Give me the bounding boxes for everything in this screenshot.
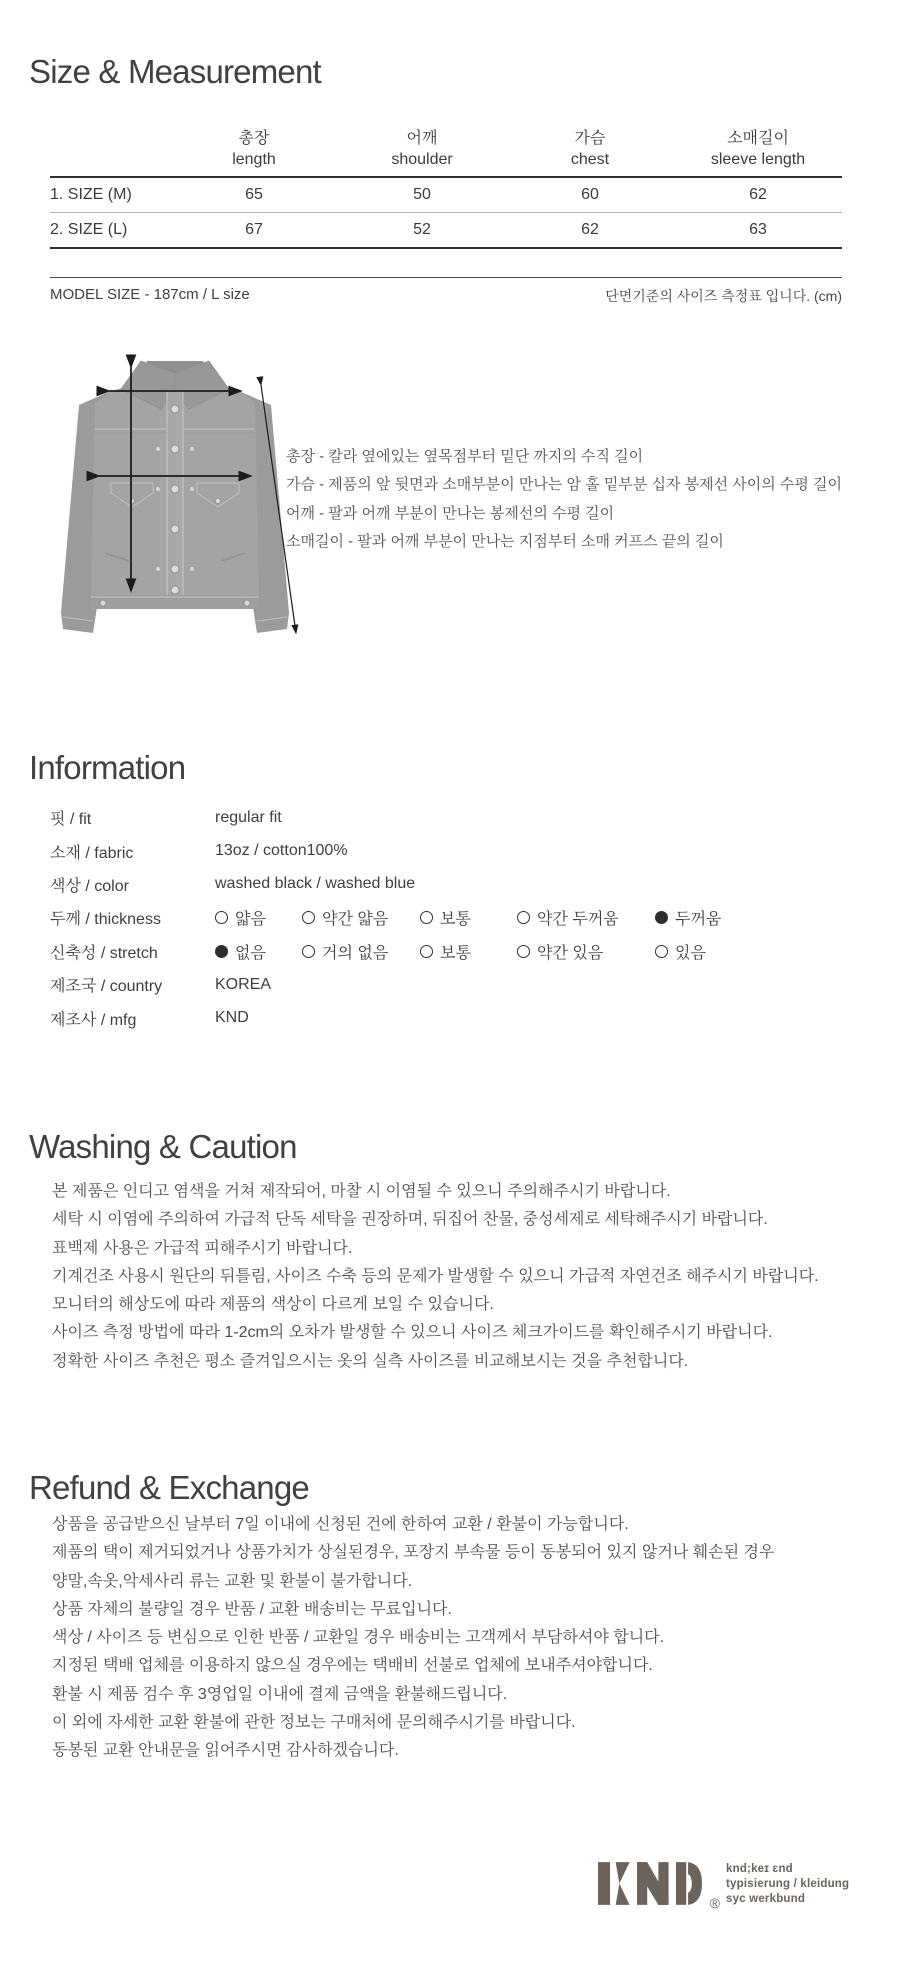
jacket-measurement-diagram	[55, 345, 305, 645]
stretch-option: 거의 없음	[302, 935, 388, 968]
radio-icon	[655, 945, 668, 958]
size-measurement-title: Size & Measurement	[29, 53, 321, 91]
size-value: 65	[245, 186, 263, 203]
washing-line: 정확한 사이즈 추천은 평소 즐겨입으시는 옷의 실측 사이즈를 비교해보시는 것을 추천합니다.	[52, 1352, 689, 1370]
thickness-option: 약간 두꺼움	[517, 901, 619, 934]
refund-line: 색상 / 사이즈 등 변심으로 인한 반품 / 교환일 경우 배송비는 고객께서 부담하셔야 합니다.	[52, 1629, 665, 1647]
size-value: 52	[413, 221, 431, 238]
washing-line: 세탁 시 이염에 주의하여 가급적 단독 세탁을 권장하며, 뒤집어 찬물, 중성세제로 세탁해주시기 바랍니다.	[52, 1211, 768, 1229]
size-row-l: 2. SIZE (L) 67 52 62 63	[50, 213, 842, 249]
denim-jacket-illustration	[55, 345, 305, 645]
tagline-line: knd;keɪ ɛnd	[726, 1863, 793, 1875]
washing-line: 모니터의 해상도에 따라 제품의 색상이 다르게 보일 수 있습니다.	[52, 1296, 494, 1314]
info-row-country: 제조국 / country KOREA	[50, 975, 272, 996]
refund-line: 상품을 공급받으신 날부터 7일 이내에 신청된 건에 한하여 교환 / 환불이 가능합니다.	[52, 1516, 629, 1533]
stretch-option: 보통	[420, 935, 471, 968]
model-size-bar	[50, 277, 842, 306]
measurement-unit-note: 단면기준의 사이즈 측정표 입니다. (cm)	[605, 288, 842, 304]
refund-line: 환불 시 제품 검수 후 3영업일 이내에 결제 금액을 환불해드립니다.	[52, 1685, 508, 1703]
info-row-thickness: 두께 / thickness 얇음 약간 얇음 보통 약간 두꺼움 두꺼움	[50, 901, 850, 934]
information-title: Information	[29, 749, 186, 787]
thickness-option: 보통	[420, 901, 471, 934]
radio-icon	[517, 911, 530, 924]
registered-trademark-icon: ®	[709, 1895, 720, 1911]
stretch-option: 없음	[215, 935, 266, 968]
radio-icon	[655, 911, 668, 924]
thickness-option: 두꺼움	[655, 901, 721, 934]
model-size-note: MODEL SIZE - 187cm / L size	[50, 286, 250, 303]
guide-line: 어깨 - 팔과 어깨 부분이 만나는 봉제선의 수평 길이	[286, 504, 615, 522]
size-value: 62	[749, 186, 767, 203]
info-row-mfg: 제조사 / mfg KND	[50, 1009, 249, 1029]
size-value: 63	[749, 221, 767, 238]
refund-line: 제품의 택이 제거되었거나 상품가치가 상실된경우, 포장지 부속물 등이 동봉되어 있지 않거나 훼손된 경우	[52, 1544, 775, 1562]
info-row-fit: 핏 / fit regular fit	[50, 808, 282, 829]
column-header-shoulder: 어깨 shoulder	[391, 130, 453, 168]
radio-icon	[302, 911, 315, 924]
column-header-chest: 가슴 chest	[570, 130, 610, 168]
refund-exchange-text	[52, 1511, 774, 1766]
washing-line: 표백제 사용은 가급적 피해주시기 바랍니다.	[52, 1239, 353, 1257]
radio-icon	[215, 911, 228, 924]
size-table	[50, 116, 842, 249]
knd-logo-icon	[598, 1862, 702, 1905]
radio-icon	[302, 945, 315, 958]
washing-caution-title: Washing & Caution	[29, 1128, 297, 1166]
washing-caution-text	[52, 1178, 819, 1376]
info-row-stretch: 신축성 / stretch 없음 거의 없음 보통 약간 있음 있음	[50, 935, 850, 968]
radio-icon	[215, 945, 228, 958]
size-row-m: 1. SIZE (M) 65 50 60 62	[50, 178, 842, 213]
stretch-option: 있음	[655, 935, 706, 968]
guide-line: 총장 - 칼라 옆에있는 옆목점부터 밑단 까지의 수직 길이	[286, 448, 644, 465]
radio-icon	[420, 911, 433, 924]
info-row-color: 색상 / color washed black / washed blue	[50, 875, 416, 895]
size-value: 67	[245, 221, 263, 238]
info-row-fabric: 소재 / fabric 13oz / cotton100%	[50, 842, 348, 862]
size-table-header-row	[50, 116, 842, 178]
size-value: 62	[581, 221, 599, 238]
stretch-option: 약간 있음	[517, 935, 603, 968]
refund-line: 상품 자체의 불량일 경우 반품 / 교환 배송비는 무료입니다.	[52, 1600, 452, 1618]
brand-tagline	[726, 1862, 849, 1907]
information-table	[50, 801, 850, 1035]
radio-icon	[420, 945, 433, 958]
size-value: 50	[413, 186, 431, 203]
guide-line: 가슴 - 제품의 앞 뒷면과 소매부분이 만나는 암 홀 밑부분 십자 봉제선 사이의 수평 길이	[286, 476, 843, 494]
washing-line: 본 제품은 인디고 염색을 거쳐 제작되어, 마찰 시 이염될 수 있으니 주의해주시기 바랍니다.	[52, 1183, 671, 1200]
radio-icon	[517, 945, 530, 958]
refund-line: 양말,속옷,악세사리 류는 교환 및 환불이 불가합니다.	[52, 1572, 413, 1590]
refund-line: 이 외에 자세한 교환 환불에 관한 정보는 구매처에 문의해주시기를 바랍니다.	[52, 1714, 576, 1732]
thickness-option: 얇음	[215, 901, 266, 934]
refund-line: 동봉된 교환 안내문을 읽어주시면 감사하겠습니다.	[52, 1742, 399, 1760]
washing-line: 기계건조 사용시 원단의 뒤틀림, 사이즈 수축 등의 문제가 발생할 수 있으니 가급적 자연건조 해주시기 바랍니다.	[52, 1267, 819, 1285]
washing-line: 사이즈 측정 방법에 따라 1-2cm의 오차가 발생할 수 있으니 사이즈 체크가이드를 확인해주시기 바랍니다.	[52, 1324, 773, 1342]
tagline-line: syc werkbund	[726, 1893, 806, 1905]
tagline-line: typisierung / kleidung	[726, 1878, 850, 1890]
refund-line: 지정된 택배 업체를 이용하지 않으실 경우에는 택배비 선불로 업체에 보내주셔야합니다.	[52, 1657, 653, 1675]
guide-line: 소매길이 - 팔과 어깨 부분이 만나는 지점부터 소매 커프스 끝의 길이	[286, 532, 724, 550]
size-value: 60	[581, 186, 599, 203]
column-header-sleeve-length: 소매길이 sleeve length	[710, 130, 806, 168]
knd-logo	[598, 1862, 720, 1911]
measurement-guide	[286, 443, 842, 556]
brand-footer	[598, 1862, 850, 1911]
thickness-option: 약간 얇음	[302, 901, 388, 934]
column-header-length: 총장 length	[232, 130, 276, 168]
refund-exchange-title: Refund & Exchange	[29, 1469, 309, 1507]
